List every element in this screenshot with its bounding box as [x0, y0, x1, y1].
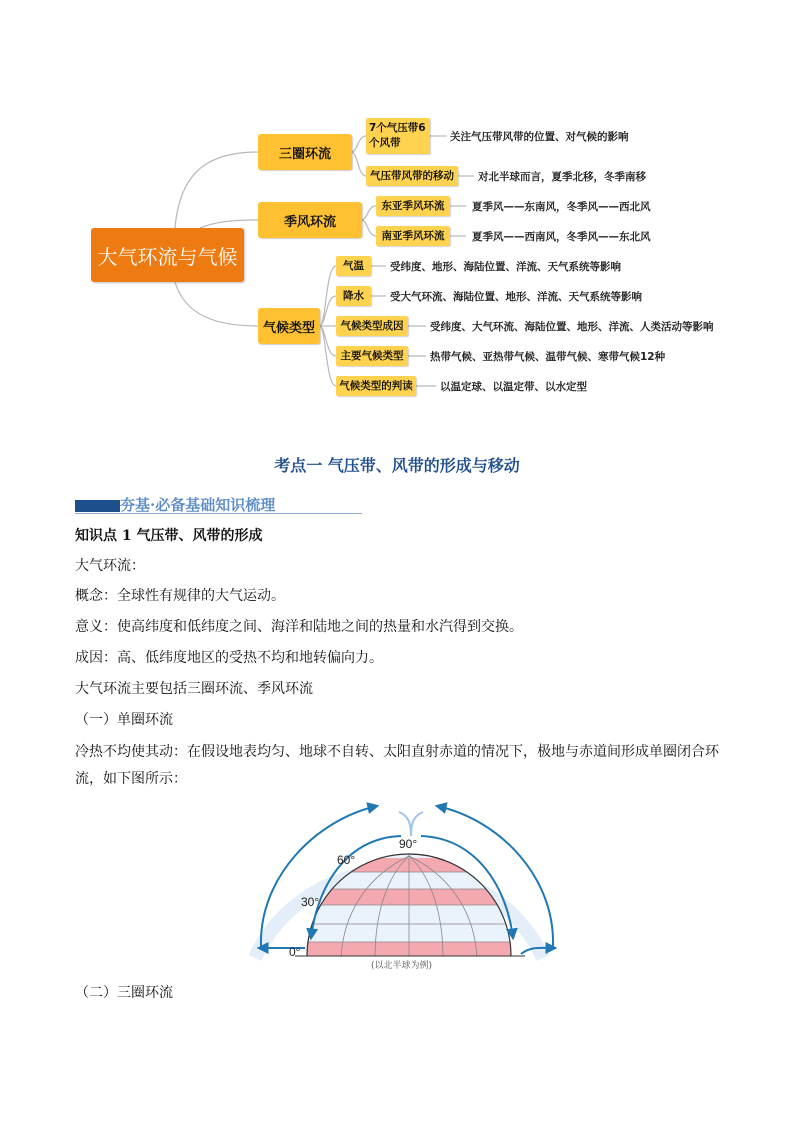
leaf-climate-reading: 气候类型的判读	[336, 376, 416, 396]
paragraph-single-cell-description: 冷热不均使其动：在假设地表均匀、地球不自转、太阳直射赤道的情况下，极地与赤道间形成单圈闭合环流，如下图所示：	[75, 744, 719, 787]
leaf-temperature: 气温	[336, 256, 371, 276]
note-climate-reading: 以温定球、以温定带、以水定型	[440, 381, 587, 393]
leaf-belt-shift: 气压带风带的移动	[366, 166, 458, 186]
branch-three-cell-circulation: 三圈环流	[258, 134, 352, 170]
paragraph-concept: 概念：全球性有规律的大气运动。	[75, 588, 285, 604]
branch-climate-types: 气候类型	[258, 308, 320, 344]
note-south-asia-monsoon: 夏季风——西南风，冬季风——东北风	[472, 231, 651, 243]
figure-caption: (以北半球为例)	[371, 961, 433, 971]
leaf-east-asia-monsoon: 东亚季风环流	[376, 196, 450, 216]
mindmap-root: 大气环流与气候	[91, 228, 244, 282]
branch-monsoon-circulation: 季风环流	[258, 202, 362, 238]
heading-three-cell: （二）三圈环流	[75, 985, 173, 1001]
leaf-climate-causes: 气候类型成因	[336, 316, 408, 336]
note-pressure-wind-belts: 关注气压带风带的位置、对气候的影响	[450, 131, 629, 143]
leaf-main-climate-types: 主要气候类型	[336, 346, 408, 366]
section-title: 考点一 气压带、风带的形成与移动	[274, 456, 520, 475]
paragraph-main-types: 大气环流主要包括三圈环流、季风环流	[75, 681, 313, 697]
note-precipitation: 受大气环流、海陆位置、地形、洋流、天气系统等影响	[390, 291, 642, 303]
knowledge-title: 知识点 1 气压带、风带的形成	[75, 528, 263, 544]
leaf-pressure-wind-belts: 7个气压带6个风带	[366, 118, 430, 154]
note-temperature: 受纬度、地形、海陆位置、洋流、天气系统等影响	[390, 261, 621, 273]
note-east-asia-monsoon: 夏季风——东南风，冬季风——西北风	[472, 201, 651, 213]
label-30: 30°	[301, 895, 320, 909]
leaf-precipitation: 降水	[336, 286, 371, 306]
heading-single-cell: （一）单圈环流	[75, 712, 173, 728]
paragraph-cause: 成因：高、低纬度地区的受热不均和地转偏向力。	[75, 650, 383, 666]
label-60: 60°	[337, 853, 356, 867]
banner-bar	[75, 500, 120, 512]
single-cell-circulation-figure	[225, 798, 570, 972]
banner-title: 夯基·必备基础知识梳理	[120, 496, 276, 514]
label-0: 0°	[289, 945, 301, 959]
paragraph-atmospheric-circulation: 大气环流：	[75, 558, 145, 574]
note-climate-causes: 受纬度、大气环流、海陆位置、地形、洋流、人类活动等影响	[430, 321, 714, 333]
note-belt-shift: 对北半球而言，夏季北移，冬季南移	[478, 171, 646, 183]
paragraph-significance: 意义：使高纬度和低纬度之间、海洋和陆地之间的热量和水汽得到交换。	[75, 619, 523, 635]
leaf-south-asia-monsoon: 南亚季风环流	[376, 226, 450, 246]
note-main-climate-types: 热带气候、亚热带气候、温带气候、寒带气候12种	[430, 351, 666, 363]
label-90: 90°	[399, 837, 418, 851]
